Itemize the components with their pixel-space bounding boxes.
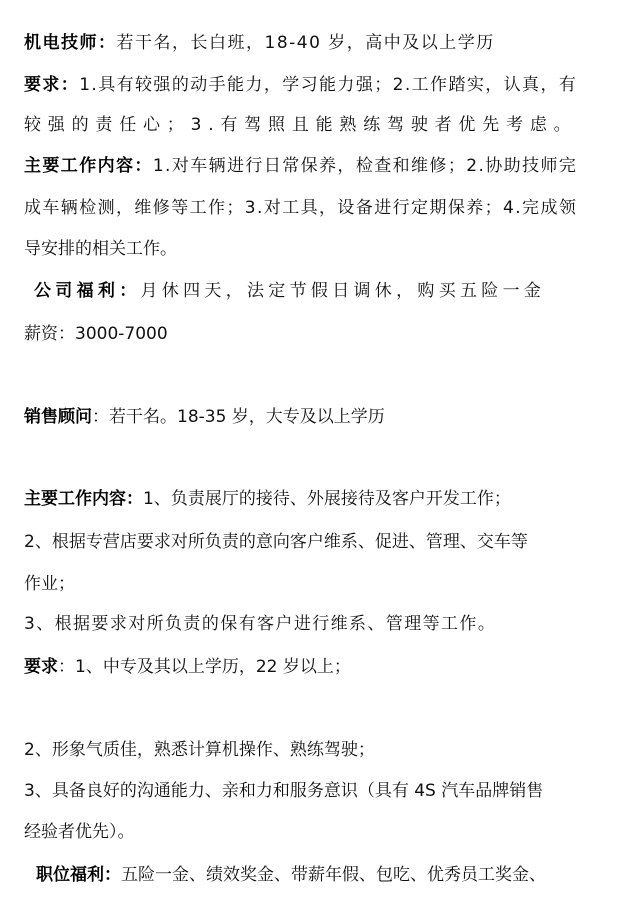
mechanic-duties-end: 导安排的相关工作。 — [24, 239, 177, 259]
sales-consultant-text: ：若干名。18-35 岁，大专及以上学历 — [92, 407, 385, 427]
document-line-8 — [24, 317, 594, 351]
requirements-continuation: 较强的责任心；3.有驾照且能熟练驾驶者优先考虑。 — [24, 115, 578, 135]
sales-duties-text: 1、负责展厅的接待、外展接待及客户开发工作； — [143, 489, 511, 509]
document-line-11 — [24, 525, 594, 559]
sales-consultant-label: 销售顾问 — [24, 407, 92, 427]
company-benefits-text: 月休四天，法定节假日调休，购买五险一金 — [140, 281, 546, 301]
sales-duties-item-3: 3、根据要求对所负责的保有客户进行维系、管理等工作。 — [24, 614, 497, 634]
sales-requirements-item-3-end: 经验者优先）。 — [24, 822, 135, 842]
document-line-17 — [24, 815, 594, 849]
document-line-1 — [24, 26, 594, 60]
position-benefits-label: 职位福利： — [36, 865, 121, 885]
sales-duties-item-2-end: 作业； — [24, 574, 75, 594]
sales-duties-label: 主要工作内容： — [24, 489, 143, 509]
document-line-2 — [24, 68, 594, 102]
document-line-14 — [24, 650, 594, 684]
document-line-12 — [24, 567, 594, 601]
mechanic-duties-text: 1.对车辆进行日常保养，检查和维修；2.协助技师完 — [152, 156, 578, 176]
sales-duties-item-2: 2、根据专营店要求对所负责的意向客户维系、促进、管理、交车等 — [24, 532, 528, 552]
sales-requirements-item-2: 2、形象气质佳，熟悉计算机操作、熟练驾驶； — [24, 740, 375, 760]
salary-text: 薪资：3000-7000 — [24, 324, 168, 344]
sales-requirements-label: 要求 — [24, 657, 58, 677]
job-title-mechanic-label: 机电技师： — [24, 33, 117, 53]
company-benefits-label: 公司福利： — [34, 281, 141, 301]
requirements-text: 1.具有较强的动手能力，学习能力强；2.工作踏实，认真，有 — [79, 75, 578, 95]
document-line-15 — [24, 733, 594, 767]
document-line-7 — [34, 274, 594, 308]
sales-requirements-item-3: 3、具备良好的沟通能力、亲和力和服务意识（具有 4S 汽车品牌销售 — [24, 781, 544, 801]
document-line-5 — [24, 191, 594, 225]
job-title-mechanic-text: 若干名，长白班，18-40 岁，高中及以上学历 — [116, 33, 495, 53]
document-line-6 — [24, 232, 594, 266]
document-line-18 — [36, 858, 594, 892]
document-line-4 — [24, 149, 594, 183]
position-benefits-text: 五险一金、绩效奖金、带薪年假、包吃、优秀员工奖金、 — [121, 865, 546, 885]
document-line-16 — [24, 774, 594, 808]
requirements-label: 要求： — [24, 75, 80, 95]
mechanic-duties-continuation: 成车辆检测，维修等工作；3.对工具，设备进行定期保养；4.完成领 — [24, 198, 578, 218]
document-line-10 — [24, 482, 594, 516]
mechanic-duties-label: 主要工作内容： — [24, 156, 153, 176]
document-line-3 — [24, 108, 594, 142]
document-line-13 — [24, 607, 594, 641]
document-line-9 — [24, 400, 594, 434]
sales-requirements-text: ：1、中专及其以上学历，22 岁以上； — [58, 657, 351, 677]
